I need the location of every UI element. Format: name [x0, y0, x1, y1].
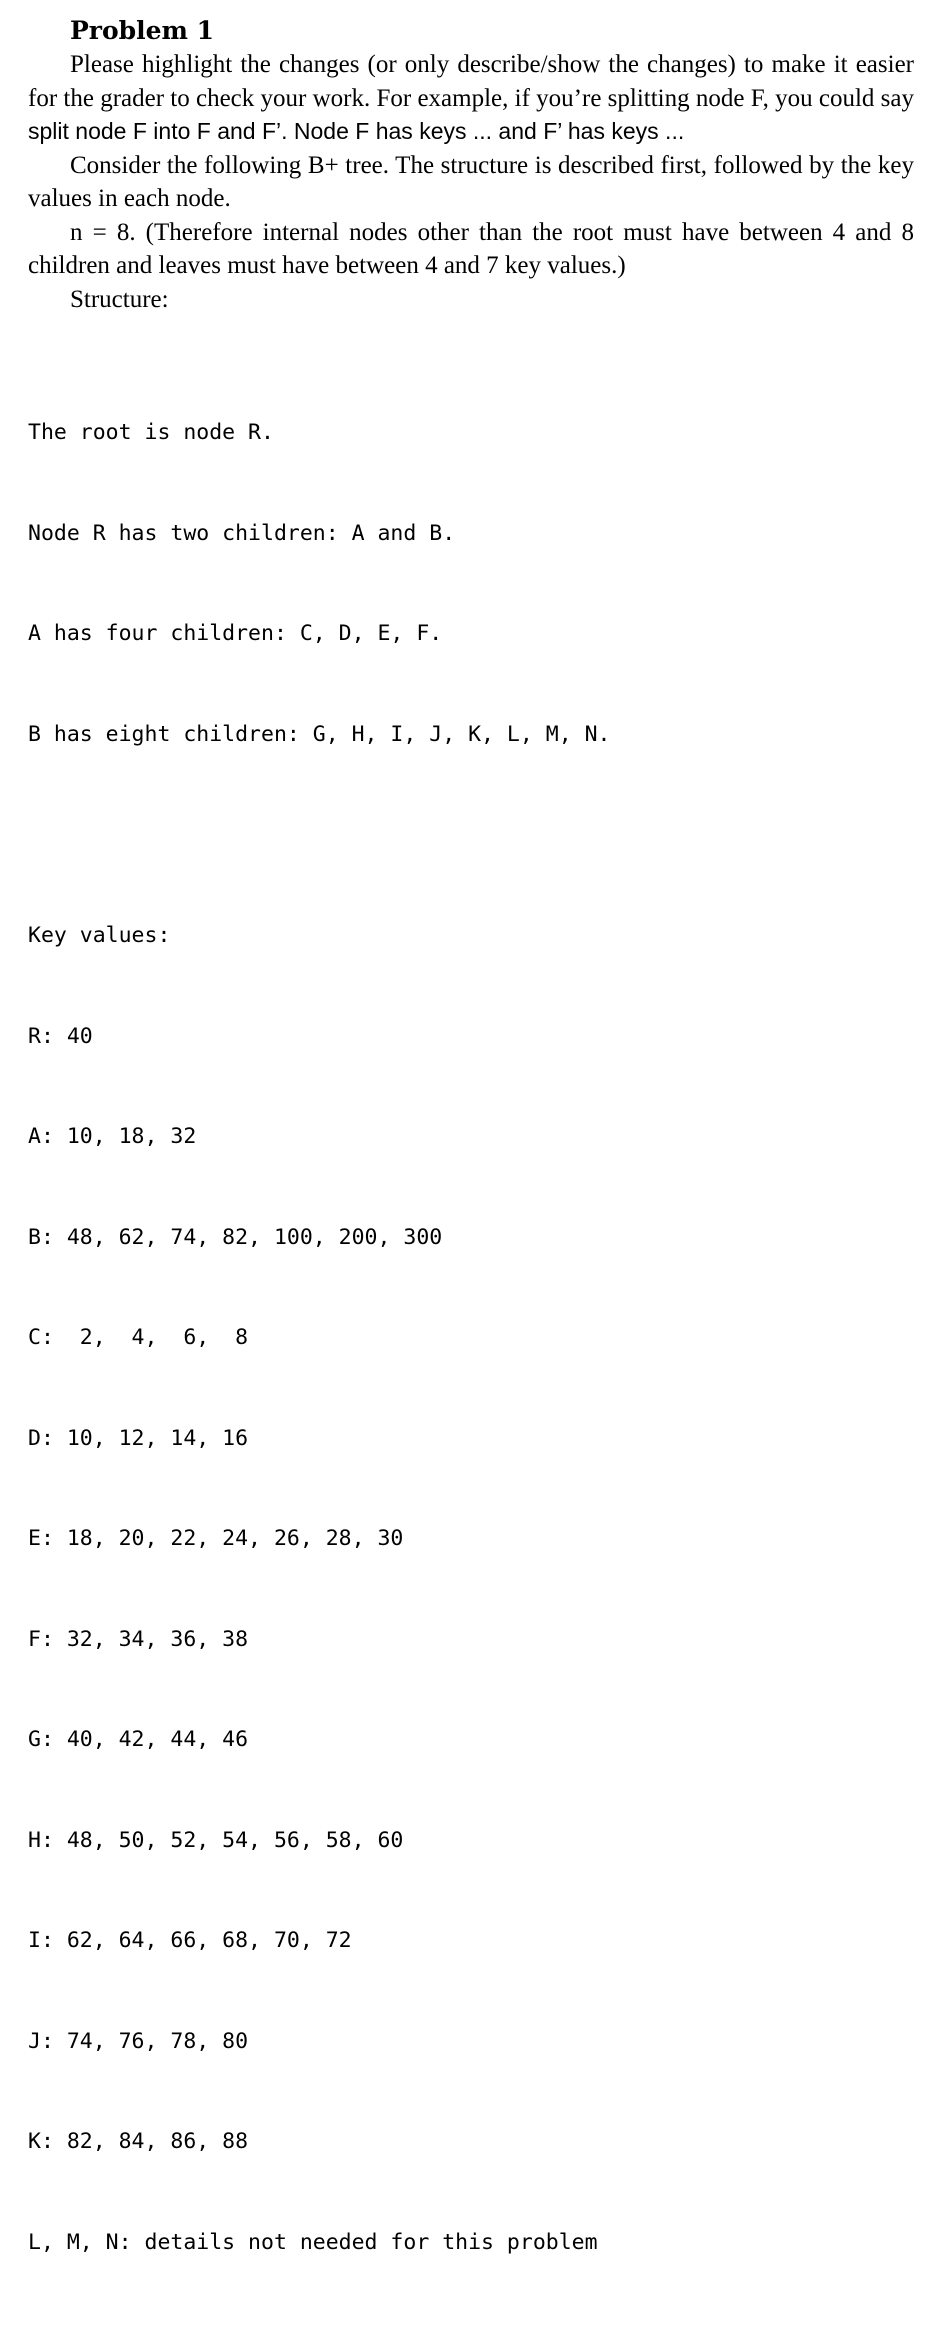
structure-line: A has four children: C, D, E, F.: [28, 621, 443, 646]
key-line-e: E: 18, 20, 22, 24, 26, 28, 30: [28, 1526, 404, 1551]
key-line-d: D: 10, 12, 14, 16: [28, 1425, 249, 1451]
instructions-example: split node F into F and F’. Node F has keys ... and F’ has keys ...: [28, 118, 685, 144]
key-line-g: G: 40, 42, 44, 46: [28, 1727, 249, 1752]
key-line-c: C: 2, 4, 6, 8: [28, 1325, 249, 1350]
problem-heading: Problem 1: [70, 16, 215, 45]
key-line-i: I: 62, 64, 66, 68, 70, 72: [28, 1928, 352, 1953]
structure-line: B has eight children: G, H, I, J, K, L, M, N.: [28, 721, 611, 747]
key-values-label: Key values:: [28, 923, 171, 948]
structure-line: The root is node R.: [28, 420, 274, 445]
problem-page: [28, 14, 914, 2326]
key-line-r: R: 40: [28, 1023, 93, 1049]
n-note-paragraph: n = 8. (Therefore internal nodes other than the root must have between 4 and 8 children and leaves must have between 4 and 7 key values.): [28, 218, 914, 279]
key-line-k: K: 82, 84, 86, 88: [28, 2129, 249, 2154]
structure-block: [28, 349, 914, 818]
structure-label: Structure:: [70, 285, 169, 313]
key-line-b: B: 48, 62, 74, 82, 100, 200, 300: [28, 1224, 443, 1250]
key-line-f: F: 32, 34, 36, 38: [28, 1626, 249, 1652]
key-line-a: A: 10, 18, 32: [28, 1124, 197, 1149]
instructions-text: Please highlight the changes (or only describe/show the changes) to make it easier for the grader to check your work. For example, if you’re splitting node F, you could say: [28, 51, 914, 112]
key-line-lmn: L, M, N: details not needed for this problem: [28, 2229, 598, 2255]
key-values-block: [28, 852, 914, 2326]
consider-paragraph: Consider the following B+ tree. The structure is described first, followed by the key values in each node.: [28, 151, 914, 212]
key-line-h: H: 48, 50, 52, 54, 56, 58, 60: [28, 1827, 404, 1853]
structure-line: Node R has two children: A and B.: [28, 520, 456, 546]
key-line-j: J: 74, 76, 78, 80: [28, 2028, 249, 2054]
instructions-paragraph: [28, 48, 914, 149]
